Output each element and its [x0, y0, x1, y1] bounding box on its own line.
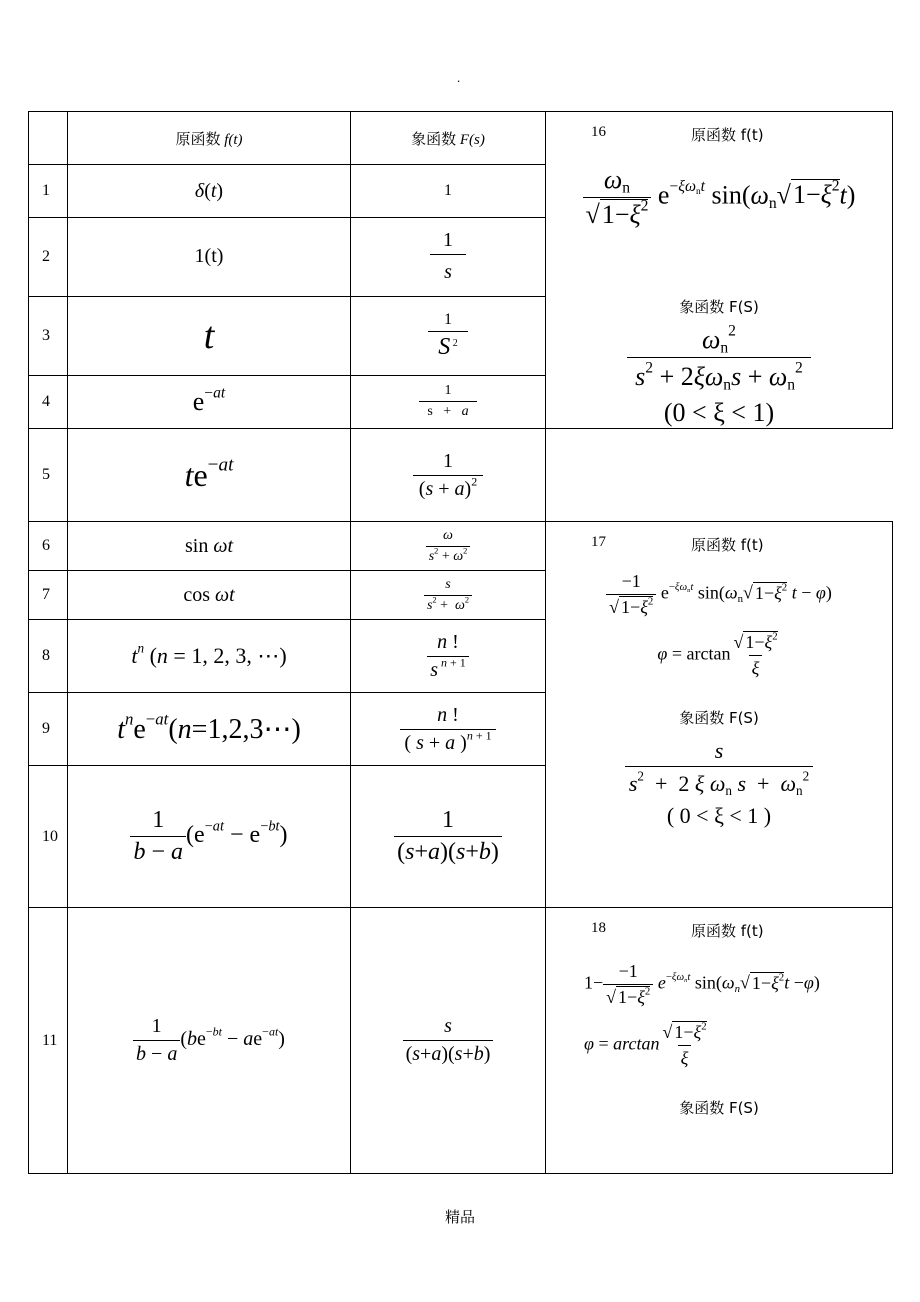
side-entry-16: [546, 112, 893, 429]
header-row: [29, 112, 893, 165]
side-18-image-label: 象函数 F(S): [679, 1099, 759, 1117]
row-5-image: $\frac{1}{(s + a)^2}$: [351, 429, 546, 522]
table-row: 5 $te^{-at}$ $\frac{1}{(s + a)^2}$: [29, 429, 893, 522]
side-17-image-label: 象函数 F(S): [679, 709, 759, 727]
side-16-image-formula: $\omega_n^2$ $s^2 + 2\xi\omega_ns + \omega_n^2$: [546, 325, 892, 392]
row-11-image: $\frac{s}{(s+a)(s+b)}$: [351, 908, 546, 1174]
table-row: 6 sin ωt $\frac{\omega}{s^2 + \omega^2}$ 17 原函数 f(t) $\frac{-1}{√ 1-\xi^2}$ $e^{-\xi\omega_nt}$ $\sin(\omega_n√$ $1-\xi^2$ t − φ) φ = arctan $\frac{√ 1-\xi^2}{\xi}$ 象函数 F(S) $\frac{s}{s^2 + 2 \xi \omega_n s + \omega_n^2}$ ( 0 < ξ < 1 ): [29, 522, 893, 571]
side-18-original-formula: 1− $\frac{-1}{√ 1-\xi^2}$ $e^{-\xi\omega_nt}$ $\sin(\omega_n√$ $1-\xi^2t -\varphi$): [584, 961, 820, 1007]
table-row: 11 $\frac{1}{b - a}$ $(be^{-bt} - ae^{-at})$ $\frac{s}{(s+a)(s+b)}$ 18 原函数 f(t) 1− $\frac{-1}{√ 1-\xi^2}$ $e^{-\xi\omega_nt}$ $\sin(\omega_n√$ $1-\xi^2t -\varphi$) φ = arctan $\frac{√ 1-\xi^2}{\xi}$ 象函数 F(S): [29, 908, 893, 1174]
row-1-image: 1: [351, 165, 546, 218]
header-image: 象函数 F(s): [351, 112, 546, 165]
row-4-original: $e^{-at}$: [68, 375, 351, 428]
row-3-image: 1 S $^2$: [351, 296, 546, 375]
row-6-image: $\frac{\omega}{s^2 + \omega^2}$: [351, 522, 546, 571]
table-row: 2 1(t) $\frac{1}{s}$: [29, 218, 893, 297]
side-17-phase-formula: φ = arctan $\frac{√ 1-\xi^2}{\xi}$: [657, 630, 778, 678]
table-row: 4 $e^{-at}$ $\frac{1}{s + a}$: [29, 375, 893, 428]
side-16-header: 16 原函数 f(t): [591, 124, 764, 144]
row-2-original: 1(t): [68, 218, 351, 297]
side-16-condition: (0 < ξ < 1): [663, 398, 775, 427]
table-row: 8 $t^n$ (n = 1, 2, 3, ⋯) $\frac{n !}{s ^{n + 1}}$: [29, 620, 893, 693]
laplace-transform-table: [28, 111, 893, 1174]
row-8-original: $t^n$ (n = 1, 2, 3, ⋯): [68, 620, 351, 693]
row-7-original: cos ωt: [68, 571, 351, 620]
row-7-image: $\frac{s}{s^2 + \omega^2}$: [351, 571, 546, 620]
row-10-original: $\frac{1}{b - a}$ $(e^{-at} - e^{-bt})$: [68, 766, 351, 908]
top-mark: .: [457, 70, 461, 85]
side-entry-17: [546, 522, 893, 908]
row-3-original: t: [68, 296, 351, 375]
table-row: 10 $\frac{1}{b - a}$ $(e^{-at} - e^{-bt})$ $\frac{1}{(s+a)(s+b)}$: [29, 766, 893, 908]
row-10-image: $\frac{1}{(s+a)(s+b)}$: [351, 766, 546, 908]
side-entry-18: [546, 908, 893, 1174]
side-18-header: 18 原函数 f(t): [591, 920, 764, 940]
row-9-image: $\frac{n !}{( s + a )^{n + 1}}$: [351, 693, 546, 766]
table-row: 7 cos ωt $\frac{s}{s^2 + \omega^2}$: [29, 571, 893, 620]
row-11-original: $\frac{1}{b - a}$ $(be^{-bt} - ae^{-at})$: [68, 908, 351, 1174]
side-17-image-formula: $\frac{s}{s^2 + 2 \xi \omega_n s + \omega_n^2}$: [546, 738, 892, 797]
side-16-original-formula: $\frac{\omega_n}{√1-\xi^2}$ $e^{-\xi\omega_nt}$ $\sin(\omega_n√1-\xi^2t)$: [546, 165, 892, 230]
table-row: 3 t 1 S $^2$: [29, 296, 893, 375]
row-1-original: δ(t): [68, 165, 351, 218]
row-8-image: $\frac{n !}{s ^{n + 1}}$: [351, 620, 546, 693]
row-5-original: $te^{-at}$: [68, 429, 351, 522]
row-9-original: $t^ne^{-at}(n=1,2,3\cdots)$: [68, 693, 351, 766]
row-2-image: $\frac{1}{s}$: [351, 218, 546, 297]
side-17-header: 17 原函数 f(t): [591, 534, 764, 554]
side-18-phase-formula: φ = arctan $\frac{√ 1-\xi^2}{\xi}$: [584, 1020, 707, 1068]
row-4-image: $\frac{1}{s + a}$: [351, 375, 546, 428]
side-16-image-label: 象函数 F(S): [679, 298, 759, 316]
header-blank: [29, 112, 68, 165]
page-footer: 精品: [444, 1208, 475, 1226]
header-original: 原函数 f(t): [68, 112, 351, 165]
side-17-original-formula: $\frac{-1}{√ 1-\xi^2}$ $e^{-\xi\omega_nt}$ $\sin(\omega_n√$ $1-\xi^2$ t − φ): [546, 571, 892, 618]
table-row: 1 δ(t) 1: [29, 165, 893, 218]
table-row: 9 $t^ne^{-at}(n=1,2,3\cdots)$ $\frac{n !}{( s + a )^{n + 1}}$: [29, 693, 893, 766]
side-17-condition: ( 0 < ξ < 1 ): [666, 803, 772, 828]
row-6-original: sin ωt: [68, 522, 351, 571]
